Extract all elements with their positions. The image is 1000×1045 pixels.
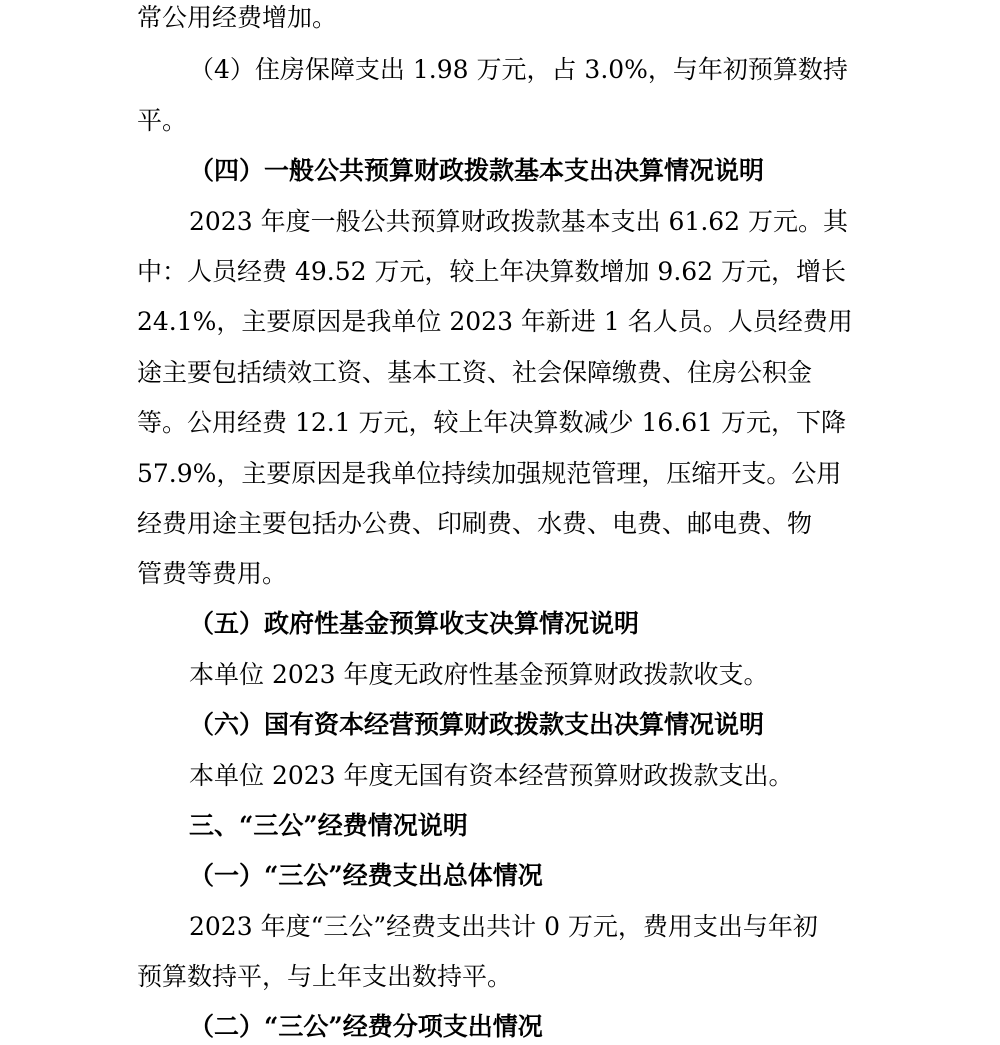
- paragraph-line: 24.1%，主要原因是我单位 2023 年新进 1 名人员。人员经费用: [137, 307, 853, 336]
- section-heading: （二）“三公”经费分项支出情况: [189, 1012, 543, 1041]
- section-heading: （六）国有资本经营预算财政拨款支出决算情况说明: [189, 710, 765, 739]
- paragraph-line: （4）住房保障支出 1.98 万元，占 3.0%，与年初预算数持: [189, 55, 848, 84]
- section-heading: （五）政府性基金预算收支决算情况说明: [189, 609, 640, 638]
- section-heading: （一）“三公”经费支出总体情况: [189, 861, 543, 890]
- paragraph-line: 经费用途主要包括办公费、印刷费、水费、电费、邮电费、物: [137, 509, 813, 538]
- paragraph-line: 平。: [137, 106, 188, 135]
- paragraph-line: 常公用经费增加。: [137, 3, 338, 32]
- paragraph-line: 中：人员经费 49.52 万元，较上年决算数增加 9.62 万元，增长: [137, 257, 847, 286]
- paragraph-line: 本单位 2023 年度无政府性基金预算财政拨款收支。: [189, 660, 769, 689]
- section-heading: （四）一般公共预算财政拨款基本支出决算情况说明: [189, 156, 765, 185]
- paragraph-line: 本单位 2023 年度无国有资本经营预算财政拨款支出。: [189, 761, 794, 790]
- paragraph-line: 2023 年度“三公”经费支出共计 0 万元，费用支出与年初: [189, 912, 818, 941]
- paragraph-line: 管费等费用。: [137, 559, 288, 588]
- paragraph-line: 2023 年度一般公共预算财政拨款基本支出 61.62 万元。其: [189, 207, 849, 236]
- paragraph-line: 预算数持平，与上年支出数持平。: [137, 962, 513, 991]
- paragraph-line: 途主要包括绩效工资、基本工资、社会保障缴费、住房公积金: [137, 358, 813, 387]
- chapter-heading: 三、“三公”经费情况说明: [189, 811, 468, 840]
- paragraph-line: 57.9%，主要原因是我单位持续加强规范管理，压缩开支。公用: [137, 459, 842, 488]
- paragraph-line: 等。公用经费 12.1 万元，较上年决算数减少 16.61 万元，下降: [137, 408, 847, 437]
